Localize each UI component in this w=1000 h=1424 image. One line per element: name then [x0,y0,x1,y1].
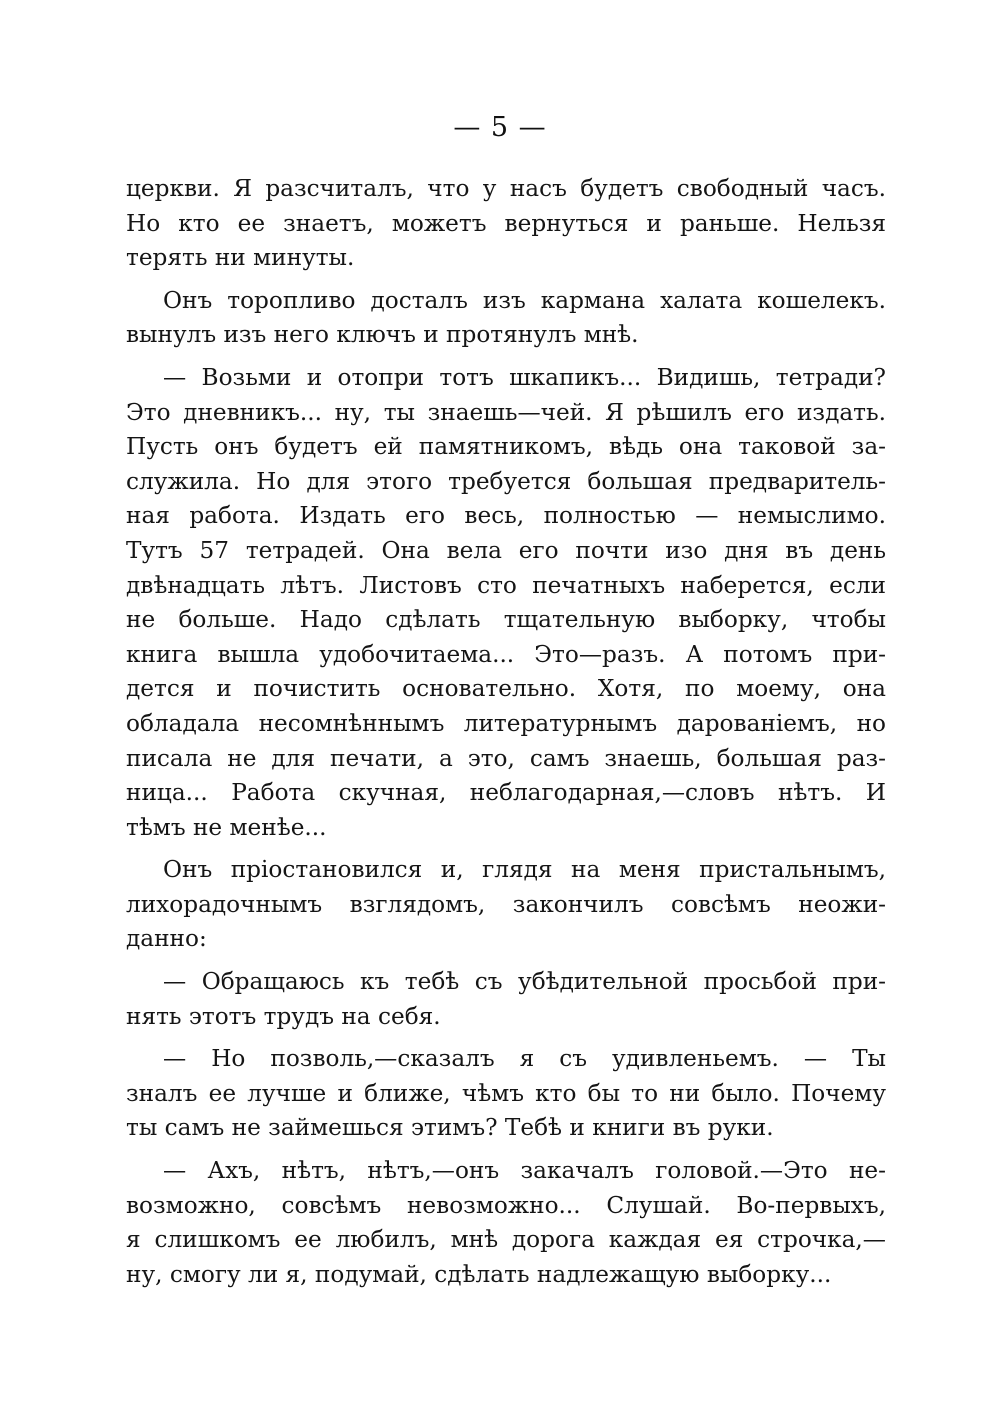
text-line: — Но позволь,—сказалъ я съ удивленьемъ. — Ты [163,1045,886,1073]
text-line: зналъ ее лучше и ближе, чѣмъ кто бы то ни было. Почему [126,1079,886,1107]
text-line: ница... Работа скучная, неблагодарная,—словъ нѣтъ. И [126,779,886,807]
text-line: терять ни минуты. [126,244,355,272]
text-line: двѣнадцать лѣтъ. Листовъ сто печатныхъ наберется, если [126,571,886,599]
text-line: возможно, совсѣмъ невозможно... Слушай. Во-первыхъ, [126,1191,886,1219]
text-line: — Обращаюсь къ тебѣ съ убѣдительной просьбой при- [163,968,886,996]
paragraph [126,284,886,353]
text-line: ная работа. Издать его весь, полностью — немыслимо. [126,502,886,530]
text-line: лихорадочнымъ взглядомъ, закончилъ совсѣмъ неожи- [126,890,886,918]
paragraph [126,172,886,276]
text-line: Тутъ 57 тетрадей. Она вела его почти изо дня въ день [126,536,886,564]
text-line: я слишкомъ ее любилъ, мнѣ дорога каждая ея строчка,— [126,1226,886,1254]
page-number: — 5 — [453,112,547,143]
text-line: вынулъ изъ него ключъ и протянулъ мнѣ. [126,321,639,349]
paragraph [126,965,886,1034]
paragraph [126,361,886,845]
text-line: данно: [126,925,207,953]
text-line: — Ахъ, нѣтъ, нѣтъ,—онъ закачалъ головой.—Это не- [163,1157,886,1185]
text-line: дется и почистить основательно. Хотя, по моему, она [126,675,886,703]
paragraph [126,1042,886,1146]
text-line: писала не для печати, а это, самъ знаешь, большая раз- [126,744,886,772]
paragraph [126,853,886,957]
text-line: ты самъ не займешься этимъ? Тебѣ и книги въ руки. [126,1114,774,1142]
text-line: Онъ пріостановился и, глядя на меня пристальнымъ, [163,856,886,884]
text-line: Пусть онъ будетъ ей памятникомъ, вѣдь она таковой за- [126,433,886,461]
text-line: обладала несомнѣннымъ литературнымъ дарованіемъ, но [126,709,886,737]
text-line: — Возьми и отопри тотъ шкапикъ... Видишь, тетради? [163,363,886,391]
text-line: не больше. Надо сдѣлать тщательную выборку, чтобы [126,606,886,634]
text-line: тѣмъ не менѣе... [126,813,327,841]
text-line: ну, смогу ли я, подумай, сдѣлать надлежащую выборку... [126,1260,832,1288]
text-line: нять этотъ трудъ на себя. [126,1002,441,1030]
text-line: книга вышла удобочитаема... Это—разъ. А потомъ при- [126,640,886,668]
text-line: церкви. Я разсчиталъ, что у насъ будетъ свободный часъ. [126,175,886,202]
body-text [126,172,886,1300]
text-line: Это дневникъ... ну, ты знаешь—чей. Я рѣшилъ его издать. [126,398,886,426]
text-line: Но кто ее знаетъ, можетъ вернуться и раньше. Нельзя [126,209,886,237]
paragraph [126,1154,886,1292]
text-line: служила. Но для этого требуется большая предваритель- [126,467,886,495]
text-line: Онъ торопливо досталъ изъ кармана халата кошелекъ. [163,286,886,314]
